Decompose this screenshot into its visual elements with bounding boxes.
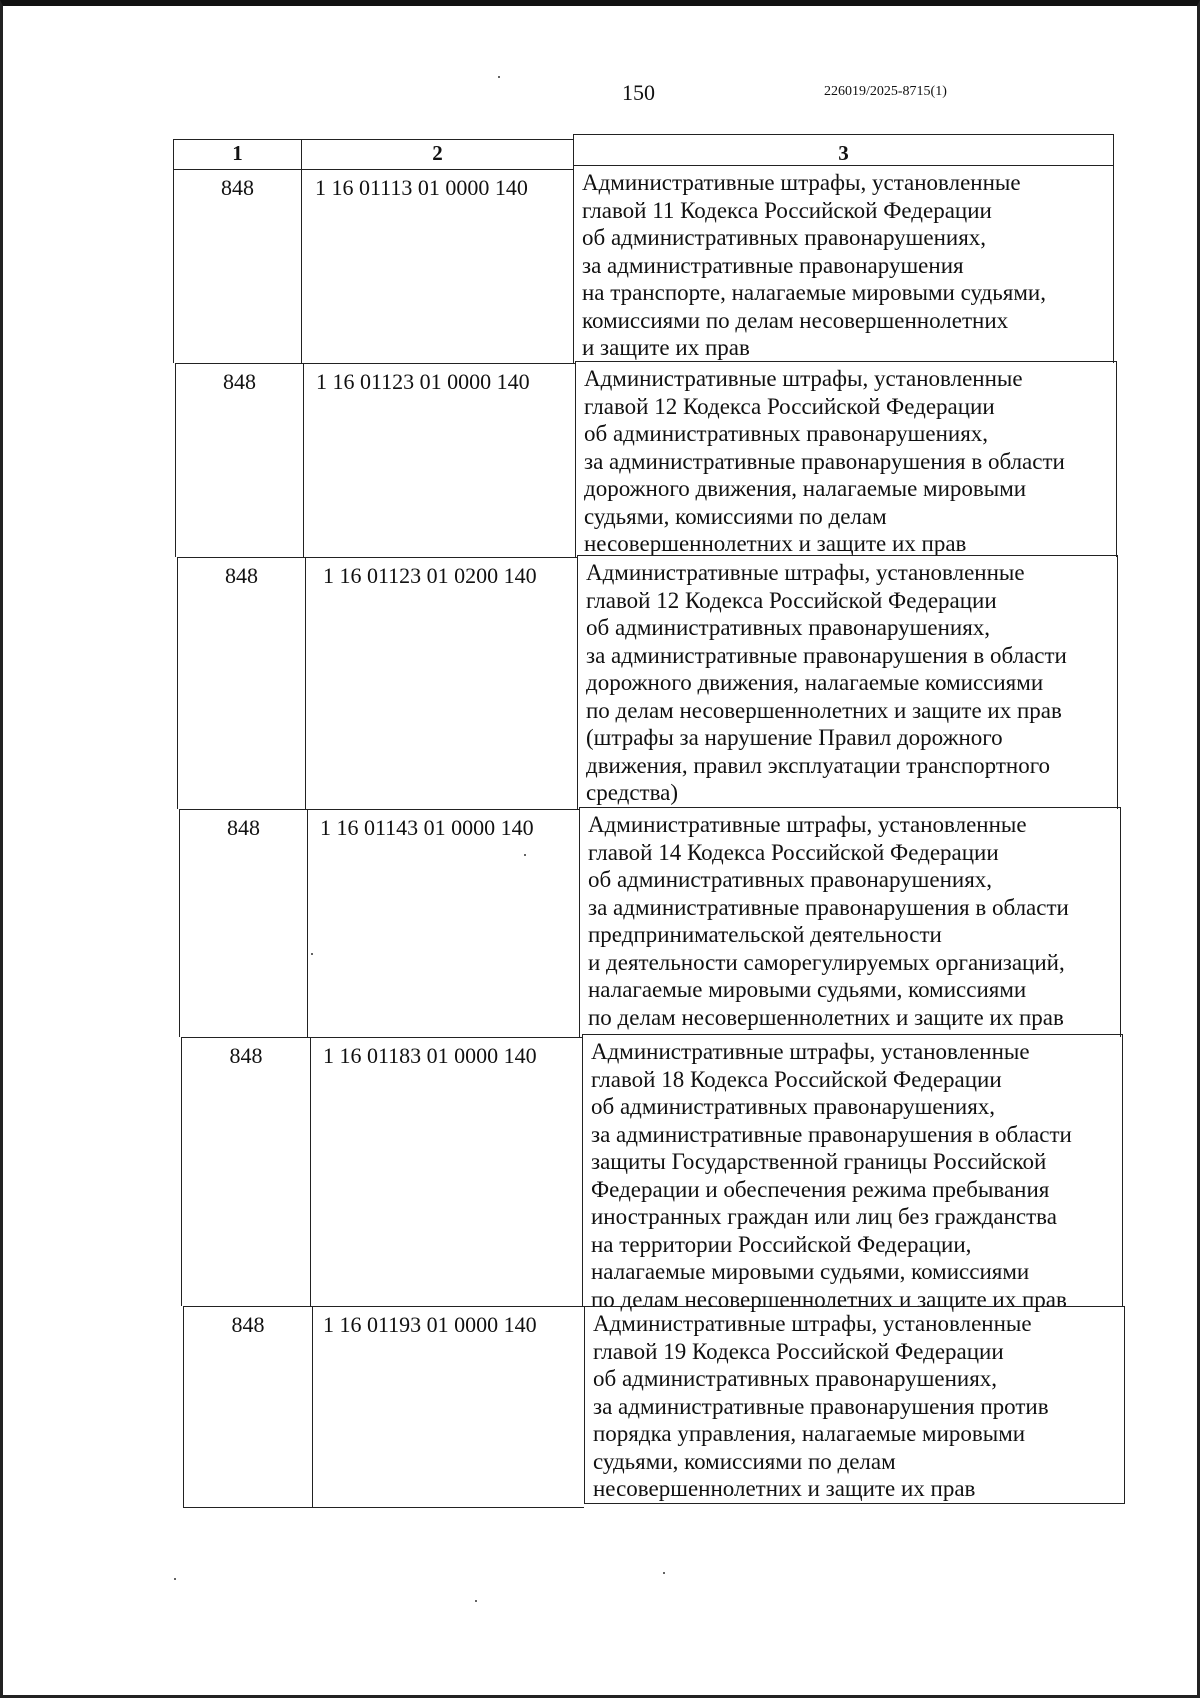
- table-cell-col1: [179, 809, 307, 1037]
- table-cell-col1-text: 848: [231, 1312, 265, 1337]
- table-cell-col3-text: Административные штрафы, установленные главой 18 Кодекса Российской Федерации об административных правонарушениях, за административные правонарушения в области защиты Государственной границы Российской Федерации и обеспечения режима пребывания иностранных граждан или лиц без гражданства на территории Российской Федерации, налагаемые мировыми судьями, комиссиями по делам несовершеннолетних и защите их прав: [591, 1039, 1072, 1312]
- header-cell-3: [573, 134, 1114, 169]
- table-cell-col1: [183, 1306, 312, 1508]
- page-number: 150: [622, 80, 655, 105]
- table-cell-col2: [301, 169, 573, 363]
- table-cell-col1: [177, 557, 305, 809]
- table-cell-col3: [582, 1034, 1123, 1312]
- table-cell-col2: [305, 557, 577, 809]
- scan-speck: [174, 1578, 176, 1580]
- table-cell-col2: [303, 363, 575, 557]
- scan-speck: [475, 1600, 477, 1602]
- table-cell-col1-text: 848: [225, 563, 258, 588]
- table-cell-col3: [573, 165, 1114, 363]
- table-cell-col1-text: 848: [223, 369, 256, 394]
- table-cell-col3-text: Административные штрафы, установленные главой 14 Кодекса Российской Федерации об административных правонарушениях, за административные правонарушения в области предпринимательской деятельности и деятельности саморегулируемых организаций, налагаемые мировыми судьями, комиссиями по делам несовершеннолетних и защите их прав: [588, 812, 1069, 1030]
- table-cell-col2-text: 1 16 01193 01 0000 140: [323, 1312, 537, 1337]
- table-cell-col2-text: 1 16 01123 01 0200 140: [323, 563, 537, 588]
- header-cell-3-label: 3: [838, 141, 849, 165]
- table-cell-col3: [577, 555, 1118, 809]
- table-cell-col2: [310, 1037, 582, 1306]
- table-cell-col2-text: 1 16 01143 01 0000 140: [320, 815, 534, 840]
- scan-speck: [663, 1572, 665, 1574]
- header-cell-1-label: 1: [232, 141, 243, 165]
- table-cell-col1: [173, 169, 301, 363]
- header-cell-2: [301, 139, 573, 169]
- table-cell-col3-text: Административные штрафы, установленные главой 12 Кодекса Российской Федерации об административных правонарушениях, за административные правонарушения в области дорожного движения, налагаемые комиссиями по делам несовершеннолетних и защите их прав (штрафы за нарушение Правил дорожного движения, правил эксплуатации транспортного средства): [586, 560, 1067, 805]
- table-cell-col2: [307, 809, 579, 1037]
- table-cell-col2-text: 1 16 01113 01 0000 140: [315, 175, 528, 200]
- table-cell-col3: [579, 807, 1121, 1037]
- table-cell-col2: [312, 1306, 584, 1508]
- document-number: 226019/2025-8715(1): [824, 84, 947, 99]
- table-cell-col1-text: 848: [221, 175, 254, 200]
- table-cell-col1: [175, 363, 303, 557]
- header-cell-2-label: 2: [432, 141, 443, 165]
- scan-speck: [498, 76, 500, 78]
- table-cell-col1-text: 848: [229, 1043, 263, 1068]
- table-cell-col3: [575, 361, 1117, 557]
- table-cell-col3-text: Административные штрафы, установленные главой 12 Кодекса Российской Федерации об административных правонарушениях, за административные правонарушения в области дорожного движения, налагаемые мировыми судьями, комиссиями по делам несовершеннолетних и защите их прав: [584, 366, 1065, 556]
- header-cell-1: [173, 139, 301, 169]
- table-cell-col3-text: Административные штрафы, установленные главой 11 Кодекса Российской Федерации об административных правонарушениях, за административные правонарушения на транспорте, налагаемые мировыми судьями, комиссиями по делам несовершеннолетних и защите их прав: [582, 170, 1046, 360]
- table-cell-col2-text: 1 16 01183 01 0000 140: [323, 1043, 537, 1068]
- table-cell-col2-text: 1 16 01123 01 0000 140: [316, 369, 530, 394]
- table-cell-col1-text: 848: [227, 815, 260, 840]
- table-cell-col3: [584, 1306, 1125, 1504]
- table-cell-col3-text: Административные штрафы, установленные главой 19 Кодекса Российской Федерации об административных правонарушениях, за административные правонарушения против порядка управления, налагаемые мировыми судьями, комиссиями по делам несовершеннолетних и защите их прав: [593, 1311, 1049, 1501]
- table-cell-col1: [181, 1037, 310, 1306]
